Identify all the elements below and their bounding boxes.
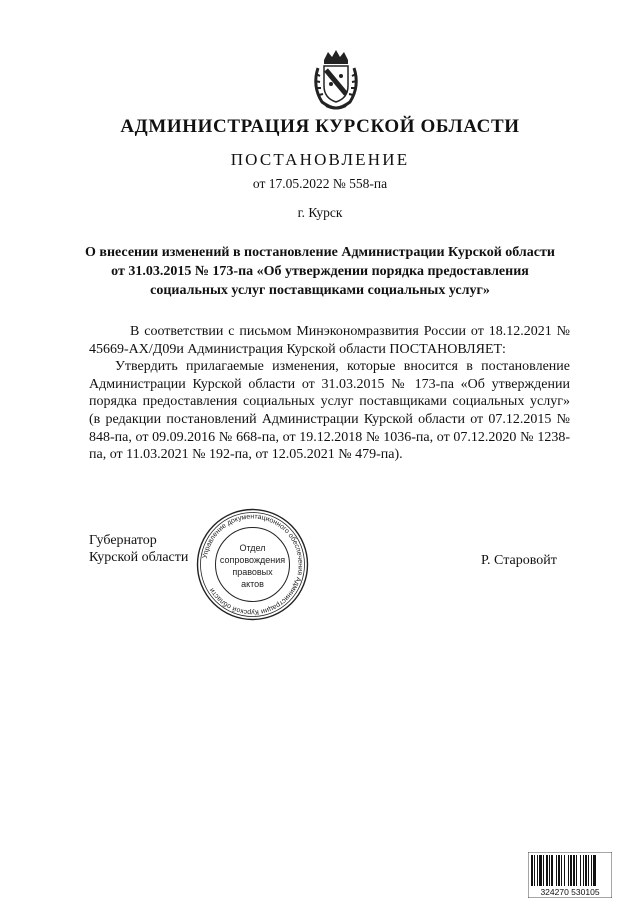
stamp-line-2: сопровождения bbox=[219, 555, 286, 565]
barcode-bar bbox=[549, 855, 550, 886]
document-type: ПОСТАНОВЛЕНИЕ bbox=[230, 150, 410, 169]
official-stamp bbox=[195, 507, 310, 622]
barcode-bar bbox=[585, 855, 587, 886]
barcode bbox=[528, 852, 612, 898]
barcode-bar bbox=[580, 855, 581, 886]
body-paragraph-1: В соответствии с письмом Минэкономразвития России от 18.12.2021 № 45669-АХ/Д09и Администрация Курской области ПОСТАНОВЛЯЕТ: bbox=[89, 324, 570, 357]
barcode-bar bbox=[561, 855, 562, 886]
barcode-bar bbox=[546, 855, 548, 886]
document-date-number: от 17.05.2022 № 558-па bbox=[252, 176, 388, 191]
stamp-line-4: актов bbox=[241, 579, 264, 589]
barcode-bar bbox=[588, 855, 589, 886]
coat-of-arms-icon bbox=[310, 48, 362, 112]
barcode-bar bbox=[537, 855, 538, 886]
barcode-bar bbox=[558, 855, 560, 886]
body-paragraph-2: Утвердить прилагаемые изменения, которые вносится в постановление Администрации Курской области от 31.03.2015 № 173-па «Об утверждении порядка предоставления социальных услуг поставщиками социальных услуг» (в редакции постановлений Администрации Курской области от 07.12.2015 № 848-па, от 09.09.2016 № 668-па, от 19.12.2018 № 1036-па, от 07.12.2020 № 1238-па, от 11.03.2021 № 192-па, от 12.05.2021 № 479-па). bbox=[89, 359, 570, 463]
barcode-number: 324270 530105 bbox=[540, 887, 600, 897]
signatory-title: Губернатор Курской области bbox=[89, 533, 189, 565]
barcode-bar bbox=[543, 855, 544, 886]
document-subject: О внесении изменений в постановление Администрации Курской области от 31.03.2015 № 173-па «Об утверждении порядка предоставления социальных услуг поставщиками социальных услуг» bbox=[85, 245, 555, 298]
barcode-bar bbox=[564, 855, 565, 886]
barcode-bar bbox=[576, 855, 577, 886]
organization-name: АДМИНИСТРАЦИЯ КУРСКОЙ ОБЛАСТИ bbox=[120, 116, 520, 137]
stamp-line-1: Отдел bbox=[239, 543, 266, 553]
barcode-bar bbox=[583, 855, 584, 886]
barcode-bar bbox=[570, 855, 572, 886]
stamp-ring-text: Управление документационного обеспечения Администрации Курской области bbox=[201, 513, 304, 616]
barcode-bar bbox=[551, 855, 553, 886]
barcode-bar bbox=[568, 855, 569, 886]
barcode-bar bbox=[534, 855, 535, 886]
stamp-line-3: правовых bbox=[232, 567, 273, 577]
barcode-bar bbox=[573, 855, 575, 886]
barcode-bar bbox=[531, 855, 533, 886]
document-city: г. Курск bbox=[297, 205, 343, 220]
barcode-bar bbox=[593, 855, 596, 886]
barcode-bar bbox=[556, 855, 557, 886]
document-body bbox=[89, 323, 570, 464]
barcode-bar bbox=[591, 855, 592, 886]
barcode-bar bbox=[539, 855, 542, 886]
signatory-name: Р. Старовойт bbox=[481, 553, 557, 568]
